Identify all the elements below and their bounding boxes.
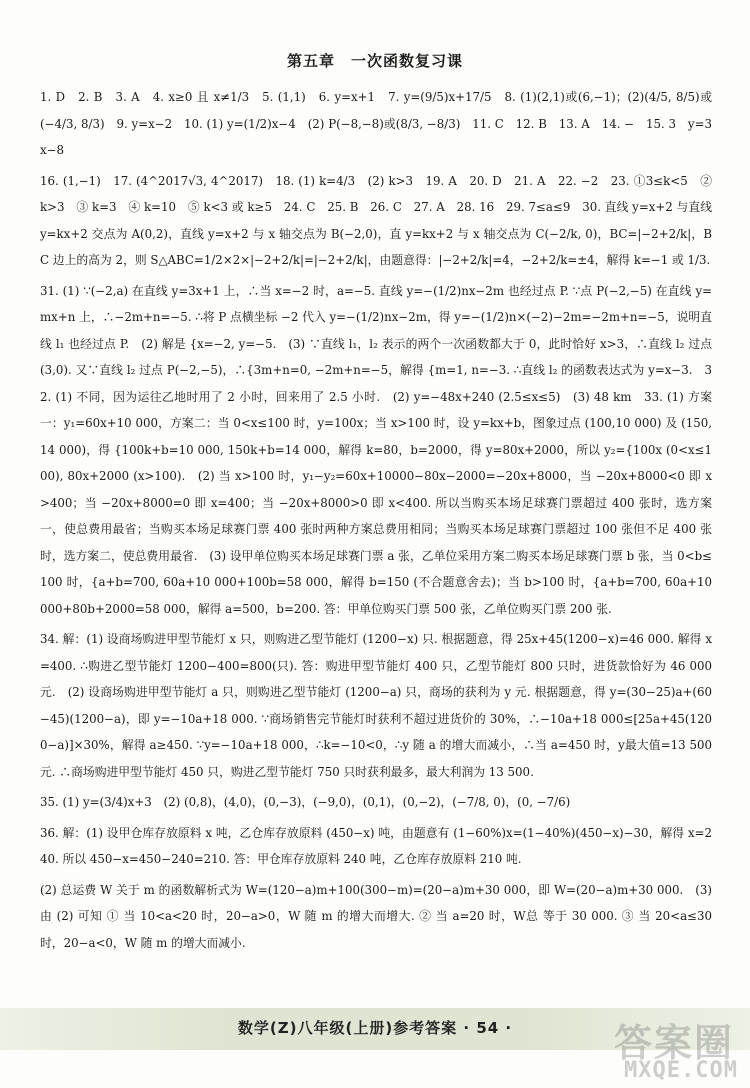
answers-31-33: 31. (1) ∵(−2,a) 在直线 y=3x+1 上，∴当 x=−2 时，a=−5. 直线 y=−(1/2)nx−2m 也经过点 P. ∵点 P(−2,−5) 在直线 y=mx+n 上，∴−2m+n=−5. ∴将 P 点横坐标 −2 代入 y=−(1/2)nx−2m，得 y=−(1/2)n×(−2)−2m=−2m+n=−5，说明直线 l₁ 也经过点 P. (2) 解是 {x=−2, y=−5. (3) ∵直线 l₁，l₂ 表示的两个一次函数都大于 0，此时恰好 x>3，∴直线 l₂ 过点 (3,0). 又∵直线 l₂ 过点 P(−2,−5)，∴{3m+n=0, −2m+n=−5，解得 {m=1, n=−3. ∴直线 l₂ 的函数表达式为 y=x−3. 32. (1) 不同，因为运往乙地时用了 2 小时，回来用了 2.5 小时. (2) y=−48x+240 (2.5≤x≤5) (3) 48 km 33. (1) 方案一：y₁=60x+10 000，方案二：当 0<x≤100 时，y=100x；当 x>100 时，设 y=kx+b，图象过点 (100,10 000) 及 (150,14 000)，得 {100k+b=10 000, 150k+b=14 000，解得 k=80，b=2000，得 y=80x+2000，所以 y₂={100x (0<x≤100), 80x+2000 (x>100). (2) 当 x>100 时，y₁−y₂=60x+10000−80x−2000=−20x+8000，当 −20x+8000<0 即 x>400；当 −20x+8000=0 即 x=400；当 −20x+8000>0 即 x<400. 所以当购买本场足球赛门票超过 400 张时，选方案一，使总费用最省；当购买本场足球赛门票 400 张时两种方案总费用相同；当购买本场足球赛门票超过 100 张但不足 400 张时，选方案二，使总费用最省. (3) 设甲单位购买本场足球赛门票 a 张，乙单位采用方案二购买本场足球赛门票 b 张，当 0<b≤100 时，{a+b=700, 60a+10 000+100b=58 000，解得 b=150 (不合题意舍去)；当 b>100 时，{a+b=700, 60a+10 000+80b+2000=58 000，解得 a=500，b=200. 答：甲单位购买门票 500 张，乙单位购买门票 200 张. bbox=[40, 283, 712, 616]
answers-16-30: 16. (1,−1) 17. (4^2017√3, 4^2017) 18. (1) k=4/3 (2) k>3 19. A 20. D 21. A 22. −2 23. ①3≤k<5 ② k>3 ③ k=3 ④ k=10 ⑤ k<3 或 k≥5 24. C 25. B 26. C 27. A 28. 16 29. 7≤a≤9 30. 直线 y=x+2 与直线 y=kx+2 交点为 A(0,2)，直线 y=x+2 与 x 轴交点为 B(−2,0)，直 y=kx+2 与 x 轴交点为 C(−2/k, 0)，BC=|−2+2/k|，BC 边上的高为 2，则 S△ABC=1/2×2×|−2+2/k|=|−2+2/k|，由题意得：|−2+2/k|=4，−2+2/k=±4，解得 k=−1 或 1/3. bbox=[40, 173, 713, 267]
footer-page-label: 数学(Z)八年级(上册)参考答案 · 54 · bbox=[237, 1019, 513, 1037]
answer-content bbox=[40, 84, 712, 960]
answer-36-part1: 36. 解：(1) 设甲仓库存放原料 x 吨，乙仓库存放原料 (450−x) 吨，由题意有 (1−60%)x=(1−40%)(450−x)−30，解得 x=240. 所以 450−x=450−240=210. 答：甲仓库存放原料 240 吨，乙仓库存放原料 210 吨. bbox=[40, 825, 712, 866]
watermark-url-text: MXQE.COM bbox=[624, 1058, 738, 1083]
answer-35: 35. (1) y=(3/4)x+3 (2) (0,8)，(4,0)，(0,−3)，(−9,0)，(0,1)，(0,−2)，(−7/8, 0)，(0, −7/6) bbox=[40, 795, 571, 809]
answer-36-part2: (2) 总运费 W 关于 m 的函数解析式为 W=(120−a)m+100(300−m)=(20−a)m+30 000，即 W=(20−a)m+30 000. (3) 由 (2) 可知 ① 当 10<a<20 时，20−a>0，W 随 m 的增大而增大. ② 当 a=20 时，W总 等于 30 000. ③ 当 20<a≤30 时，20−a<0，W 随 m 的增大而减小. bbox=[40, 882, 712, 950]
watermark-main-text: 答案圈 bbox=[613, 1021, 734, 1065]
watermark-logo bbox=[604, 1012, 744, 1086]
chapter-title: 第五章 一次函数复习课 bbox=[286, 52, 463, 70]
answer-34: 34. 解：(1) 设商场购进甲型节能灯 x 只，则购进乙型节能灯 (1200−x) 只. 根据题意，得 25x+45(1200−x)=46 000. 解得 x=400. ∴购进乙型节能灯 1200−400=800(只). 答：购进甲型节能灯 400 只，乙型节能灯 800 只时，进货款恰好为 46 000 元. (2) 设商场购进甲型节能灯 a 只，则购进乙型节能灯 (1200−a) 只，商场的获利为 y 元. 根据题意，得 y=(30−25)a+(60−45)(1200−a)，即 y=−10a+18 000. ∵商场销售完节能灯时获利不超过进货价的 30%，∴−10a+18 000≤[25a+45(1200−a)]×30%，解得 a≥450. ∵y=−10a+18 000，∴k=−10<0，∴y 随 a 的增大而减小，∴当 a=450 时，y最大值=13 500 元. ∴商场购进甲型节能灯 450 只，购进乙型节能灯 750 只时获利最多，最大利润为 13 500. bbox=[40, 632, 712, 779]
answers-1-15: 1. D 2. B 3. A 4. x≥0 且 x≠1/3 5. (1,1) 6. y=x+1 7. y=(9/5)x+17/5 8. (1)(2,1)或(6,−1)；(2)(4/5, 8/5)或(−4/3, 8/3) 9. y=x−2 10. (1) y=(1/2)x−4 (2) P(−8,−8)或(8/3, −8/3) 11. C 12. B 13. A 14. − 15. 3 y=3x−8 bbox=[40, 90, 712, 157]
